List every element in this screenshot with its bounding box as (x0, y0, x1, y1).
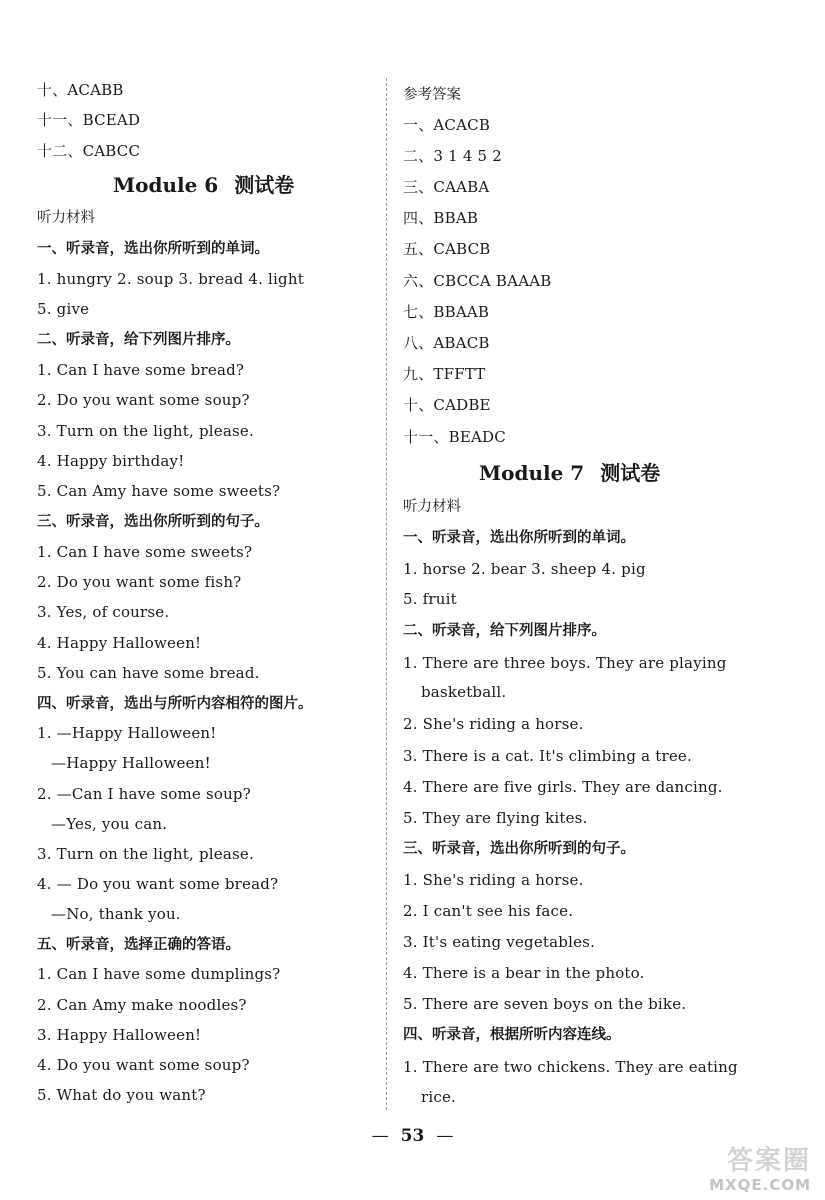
answer-line: 一、ACACB (403, 116, 491, 134)
module-6-title-en: Module 6 (113, 173, 219, 197)
text-line: —Yes, you can. (51, 815, 168, 833)
section-heading: 二、听录音，给下列图片排序。 (403, 623, 606, 639)
module-7-title-cn: 测试卷 (600, 461, 661, 485)
text-line: 1. hungry 2. soup 3. bread 4. light (37, 270, 304, 288)
text-line: 3. It's eating vegetables. (403, 933, 596, 951)
watermark-logo (669, 1140, 817, 1194)
text-line: 4. — Do you want some bread? (37, 875, 279, 893)
column-divider (386, 78, 387, 1110)
text-line: 5. You can have some bread. (37, 664, 260, 682)
text-line: 2. Do you want some soup? (37, 391, 250, 409)
text-line: 2. Do you want some fish? (37, 573, 242, 591)
text-line: —No, thank you. (51, 905, 181, 923)
listening-label: 听力材料 (403, 499, 461, 515)
watermark-bottom-text: MXQE.COM (709, 1176, 811, 1194)
module-6-title (113, 172, 294, 198)
text-line: 3. Turn on the light, please. (37, 422, 254, 440)
text-line: —Happy Halloween! (51, 754, 211, 772)
text-line: rice. (421, 1088, 457, 1106)
listening-label: 听力材料 (37, 210, 95, 226)
text-line: 4. Happy Halloween! (37, 634, 202, 652)
text-line: 1. She's riding a horse. (403, 871, 584, 889)
text-line: basketball. (421, 683, 507, 701)
text-line: 4. There is a bear in the photo. (403, 964, 645, 982)
text-line: 3. There is a cat. It's climbing a tree. (403, 747, 692, 765)
section-heading: 四、听录音，选出与所听内容相符的图片。 (37, 696, 313, 712)
text-line: 5. Can Amy have some sweets? (37, 482, 281, 500)
text-line: 1. horse 2. bear 3. sheep 4. pig (403, 560, 646, 578)
text-line: 4. Do you want some soup? (37, 1056, 250, 1074)
text-line: 1. There are two chickens. They are eating (403, 1058, 738, 1076)
text-line: 1. —Happy Halloween! (37, 724, 217, 742)
text-line: 3. Happy Halloween! (37, 1026, 202, 1044)
answer-line: 十、ACABB (37, 81, 124, 99)
answer-line: 九、TFFTT (403, 365, 486, 383)
section-heading: 四、听录音，根据所听内容连线。 (403, 1027, 621, 1043)
module-6-title-cn: 测试卷 (234, 173, 295, 197)
page-dash-right: — (436, 1126, 454, 1146)
section-heading: 五、听录音，选择正确的答语。 (37, 937, 240, 953)
text-line: 5. What do you want? (37, 1086, 206, 1104)
answer-line: 三、CAABA (403, 178, 490, 196)
text-line: 2. —Can I have some soup? (37, 785, 251, 803)
module-7-title (479, 460, 660, 486)
answer-line: 十一、BCEAD (37, 111, 141, 129)
text-line: 1. Can I have some sweets? (37, 543, 253, 561)
text-line: 5. There are seven boys on the bike. (403, 995, 687, 1013)
answer-line: 四、BBAB (403, 209, 479, 227)
text-line: 4. Happy birthday! (37, 452, 185, 470)
text-line: 2. She's riding a horse. (403, 715, 584, 733)
section-heading: 一、听录音，选出你所听到的单词。 (37, 241, 269, 257)
answer-line: 七、BBAAB (403, 303, 490, 321)
answer-line: 十、CADBE (403, 396, 491, 414)
answer-line: 二、3 1 4 5 2 (403, 147, 502, 165)
answer-line: 十二、CABCC (37, 142, 141, 160)
text-line: 1. Can I have some dumplings? (37, 965, 281, 983)
page-dash-left: — (371, 1126, 389, 1146)
text-line: 2. Can Amy make noodles? (37, 996, 247, 1014)
text-line: 1. There are three boys. They are playing (403, 654, 727, 672)
answer-line: 十一、BEADC (403, 428, 506, 446)
section-heading: 三、听录音，选出你所听到的句子。 (403, 841, 635, 857)
section-heading: 二、听录音，给下列图片排序。 (37, 332, 240, 348)
text-line: 3. Turn on the light, please. (37, 845, 254, 863)
text-line: 5. give (37, 300, 90, 318)
module-7-title-en: Module 7 (479, 461, 585, 485)
text-line: 2. I can't see his face. (403, 902, 574, 920)
answer-line: 六、CBCCA BAAAB (403, 272, 552, 290)
page-number-value: 53 (400, 1126, 425, 1146)
answer-line: 八、ABACB (403, 334, 490, 352)
text-line: 1. Can I have some bread? (37, 361, 245, 379)
answer-line: 五、CABCB (403, 240, 491, 258)
section-heading: 一、听录音，选出你所听到的单词。 (403, 530, 635, 546)
answer-key-label: 参考答案 (403, 87, 461, 103)
section-heading: 三、听录音，选出你所听到的句子。 (37, 514, 269, 530)
text-line: 5. They are flying kites. (403, 809, 588, 827)
text-line: 3. Yes, of course. (37, 603, 170, 621)
watermark-top-text: 答案圈 (726, 1146, 811, 1176)
text-line: 4. There are five girls. They are dancing. (403, 778, 723, 796)
text-line: 5. fruit (403, 590, 457, 608)
